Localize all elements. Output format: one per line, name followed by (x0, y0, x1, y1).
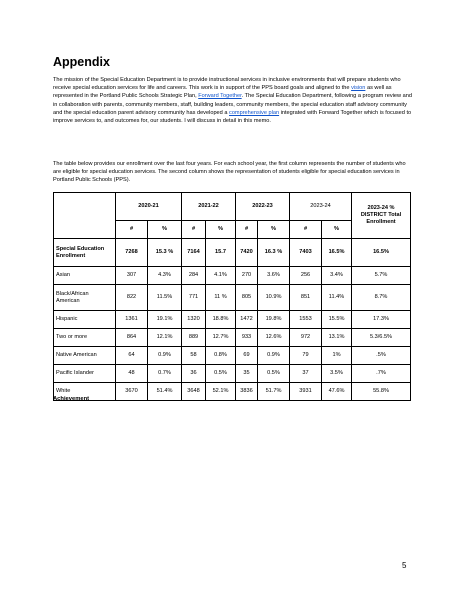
vision-link[interactable]: vision (351, 85, 366, 92)
table-row (54, 267, 411, 285)
district-percent-cell: 8.7% (352, 285, 411, 311)
count-cell: 256 (290, 267, 322, 285)
count-cell: 7164 (182, 239, 206, 267)
count-cell: 1553 (290, 311, 322, 329)
count-cell: 7268 (116, 239, 148, 267)
count-cell: 933 (236, 329, 258, 347)
count-cell: 3931 (290, 383, 322, 401)
district-percent-cell: 16.5% (352, 239, 411, 267)
achievement-heading: Achievement (53, 396, 90, 402)
count-cell: 822 (116, 285, 148, 311)
enrollment-table (53, 192, 411, 401)
row-label: Pacific Islander (54, 365, 116, 383)
percent-cell: 47.6% (322, 383, 352, 401)
percent-cell: 4.1% (206, 267, 236, 285)
count-cell: 79 (290, 347, 322, 365)
table-row (54, 285, 411, 311)
count-cell: 7420 (236, 239, 258, 267)
count-cell: 284 (182, 267, 206, 285)
count-cell: 48 (116, 365, 148, 383)
percent-cell: 15.3 % (148, 239, 182, 267)
percent-cell: 19.8% (258, 311, 290, 329)
page-title: Appendix (53, 55, 110, 69)
district-percent-cell: 17.3% (352, 311, 411, 329)
table-row (54, 347, 411, 365)
percent-cell: 3.6% (258, 267, 290, 285)
count-cell: 1320 (182, 311, 206, 329)
percent-cell: 1% (322, 347, 352, 365)
mission-paragraph (53, 76, 413, 125)
mission-text-2: as well as represented in the Portland Public Schools Strategic Plan, (53, 85, 392, 100)
count-cell: 864 (116, 329, 148, 347)
percent-cell: 10.9% (258, 285, 290, 311)
year-header: 2022-23 (236, 193, 290, 221)
percent-cell: 0.9% (258, 347, 290, 365)
table-row (54, 329, 411, 347)
count-cell: 7403 (290, 239, 322, 267)
year-header: 2020-21 (116, 193, 182, 221)
percent-cell: 13.1% (322, 329, 352, 347)
table-row (54, 365, 411, 383)
blank-header-cell (54, 193, 116, 239)
forward-together-link[interactable]: Forward Together (198, 93, 242, 100)
year-header-row (54, 193, 411, 221)
mission-text-4: integrated with Forward Together which is focused to improve services to, and outcomes for, our students. I will discuss in detail in this memo. (53, 109, 412, 125)
year-header: 2023-24 (290, 193, 352, 221)
mission-text-1: The mission of the Special Education Department is to provide instructional services in inclusive environments that will prepare students who receive special education services for life and careers. This work is in support of the PPS board goals and aligned to the (53, 77, 401, 92)
count-cell: 36 (182, 365, 206, 383)
percent-cell: 15.5% (322, 311, 352, 329)
percent-cell: 12.6% (258, 329, 290, 347)
table-row (54, 311, 411, 329)
percent-cell: 3.5% (322, 365, 352, 383)
percent-header: % (206, 221, 236, 239)
row-label: Special Education Enrollment (54, 239, 116, 267)
count-cell: 3836 (236, 383, 258, 401)
percent-header: % (322, 221, 352, 239)
count-cell: 58 (182, 347, 206, 365)
percent-cell: 12.1% (148, 329, 182, 347)
row-label: Asian (54, 267, 116, 285)
percent-cell: 0.5% (258, 365, 290, 383)
percent-cell: 0.8% (206, 347, 236, 365)
percent-cell: 11 % (206, 285, 236, 311)
percent-cell: 19.1% (148, 311, 182, 329)
count-cell: 972 (290, 329, 322, 347)
percent-cell: 3.4% (322, 267, 352, 285)
count-cell: 1361 (116, 311, 148, 329)
percent-header: % (258, 221, 290, 239)
row-label: Native American (54, 347, 116, 365)
count-header: # (182, 221, 206, 239)
count-header: # (116, 221, 148, 239)
percent-cell: 51.4% (148, 383, 182, 401)
table-intro-paragraph: The table below provides our enrollment over the last four years. For each school year, the first column represents the number of students who are eligible for special education services. The second column shows the representation of students eligible for special education services in Portland Public Schools (PPS). (53, 161, 406, 184)
row-label: Two or more (54, 329, 116, 347)
percent-cell: 15.7 (206, 239, 236, 267)
percent-cell: 51.7% (258, 383, 290, 401)
percent-cell: 18.8% (206, 311, 236, 329)
row-label: Black/African American (54, 285, 116, 311)
year-header: 2021-22 (182, 193, 236, 221)
percent-cell: 11.4% (322, 285, 352, 311)
count-cell: 3648 (182, 383, 206, 401)
percent-cell: 11.5% (148, 285, 182, 311)
count-cell: 270 (236, 267, 258, 285)
count-header: # (236, 221, 258, 239)
table-body (54, 239, 411, 401)
count-cell: 851 (290, 285, 322, 311)
count-cell: 889 (182, 329, 206, 347)
row-label: Hispanic (54, 311, 116, 329)
percent-cell: 0.9% (148, 347, 182, 365)
comprehensive-plan-link[interactable]: comprehensive plan (229, 109, 280, 116)
count-cell: 64 (116, 347, 148, 365)
percent-cell: 16.3 % (258, 239, 290, 267)
count-cell: 307 (116, 267, 148, 285)
percent-cell: 0.5% (206, 365, 236, 383)
count-cell: 37 (290, 365, 322, 383)
total-row (54, 239, 411, 267)
district-header: 2023-24 % DISTRICT Total Enrollment (352, 193, 411, 239)
district-percent-cell: 5.3/6.5% (352, 329, 411, 347)
percent-cell: 12.7% (206, 329, 236, 347)
count-header: # (290, 221, 322, 239)
percent-cell: 4.3% (148, 267, 182, 285)
district-percent-cell: .7% (352, 365, 411, 383)
page-number: 5 (402, 561, 407, 570)
district-percent-cell: .5% (352, 347, 411, 365)
percent-header: % (148, 221, 182, 239)
mission-text-3: . The Special Education Department, following a program review and in collaboration with parents, community members, staff, building leaders, community members, the special education staff advisory community and the special education parent advisory community has developed a (53, 93, 412, 116)
count-cell: 805 (236, 285, 258, 311)
count-cell: 771 (182, 285, 206, 311)
count-cell: 35 (236, 365, 258, 383)
percent-cell: 52.1% (206, 383, 236, 401)
count-cell: 1472 (236, 311, 258, 329)
table-row (54, 383, 411, 401)
district-percent-cell: 55.8% (352, 383, 411, 401)
count-cell: 3670 (116, 383, 148, 401)
count-cell: 69 (236, 347, 258, 365)
row-label: White (54, 383, 116, 401)
percent-cell: 16.5% (322, 239, 352, 267)
district-percent-cell: 5.7% (352, 267, 411, 285)
percent-cell: 0.7% (148, 365, 182, 383)
